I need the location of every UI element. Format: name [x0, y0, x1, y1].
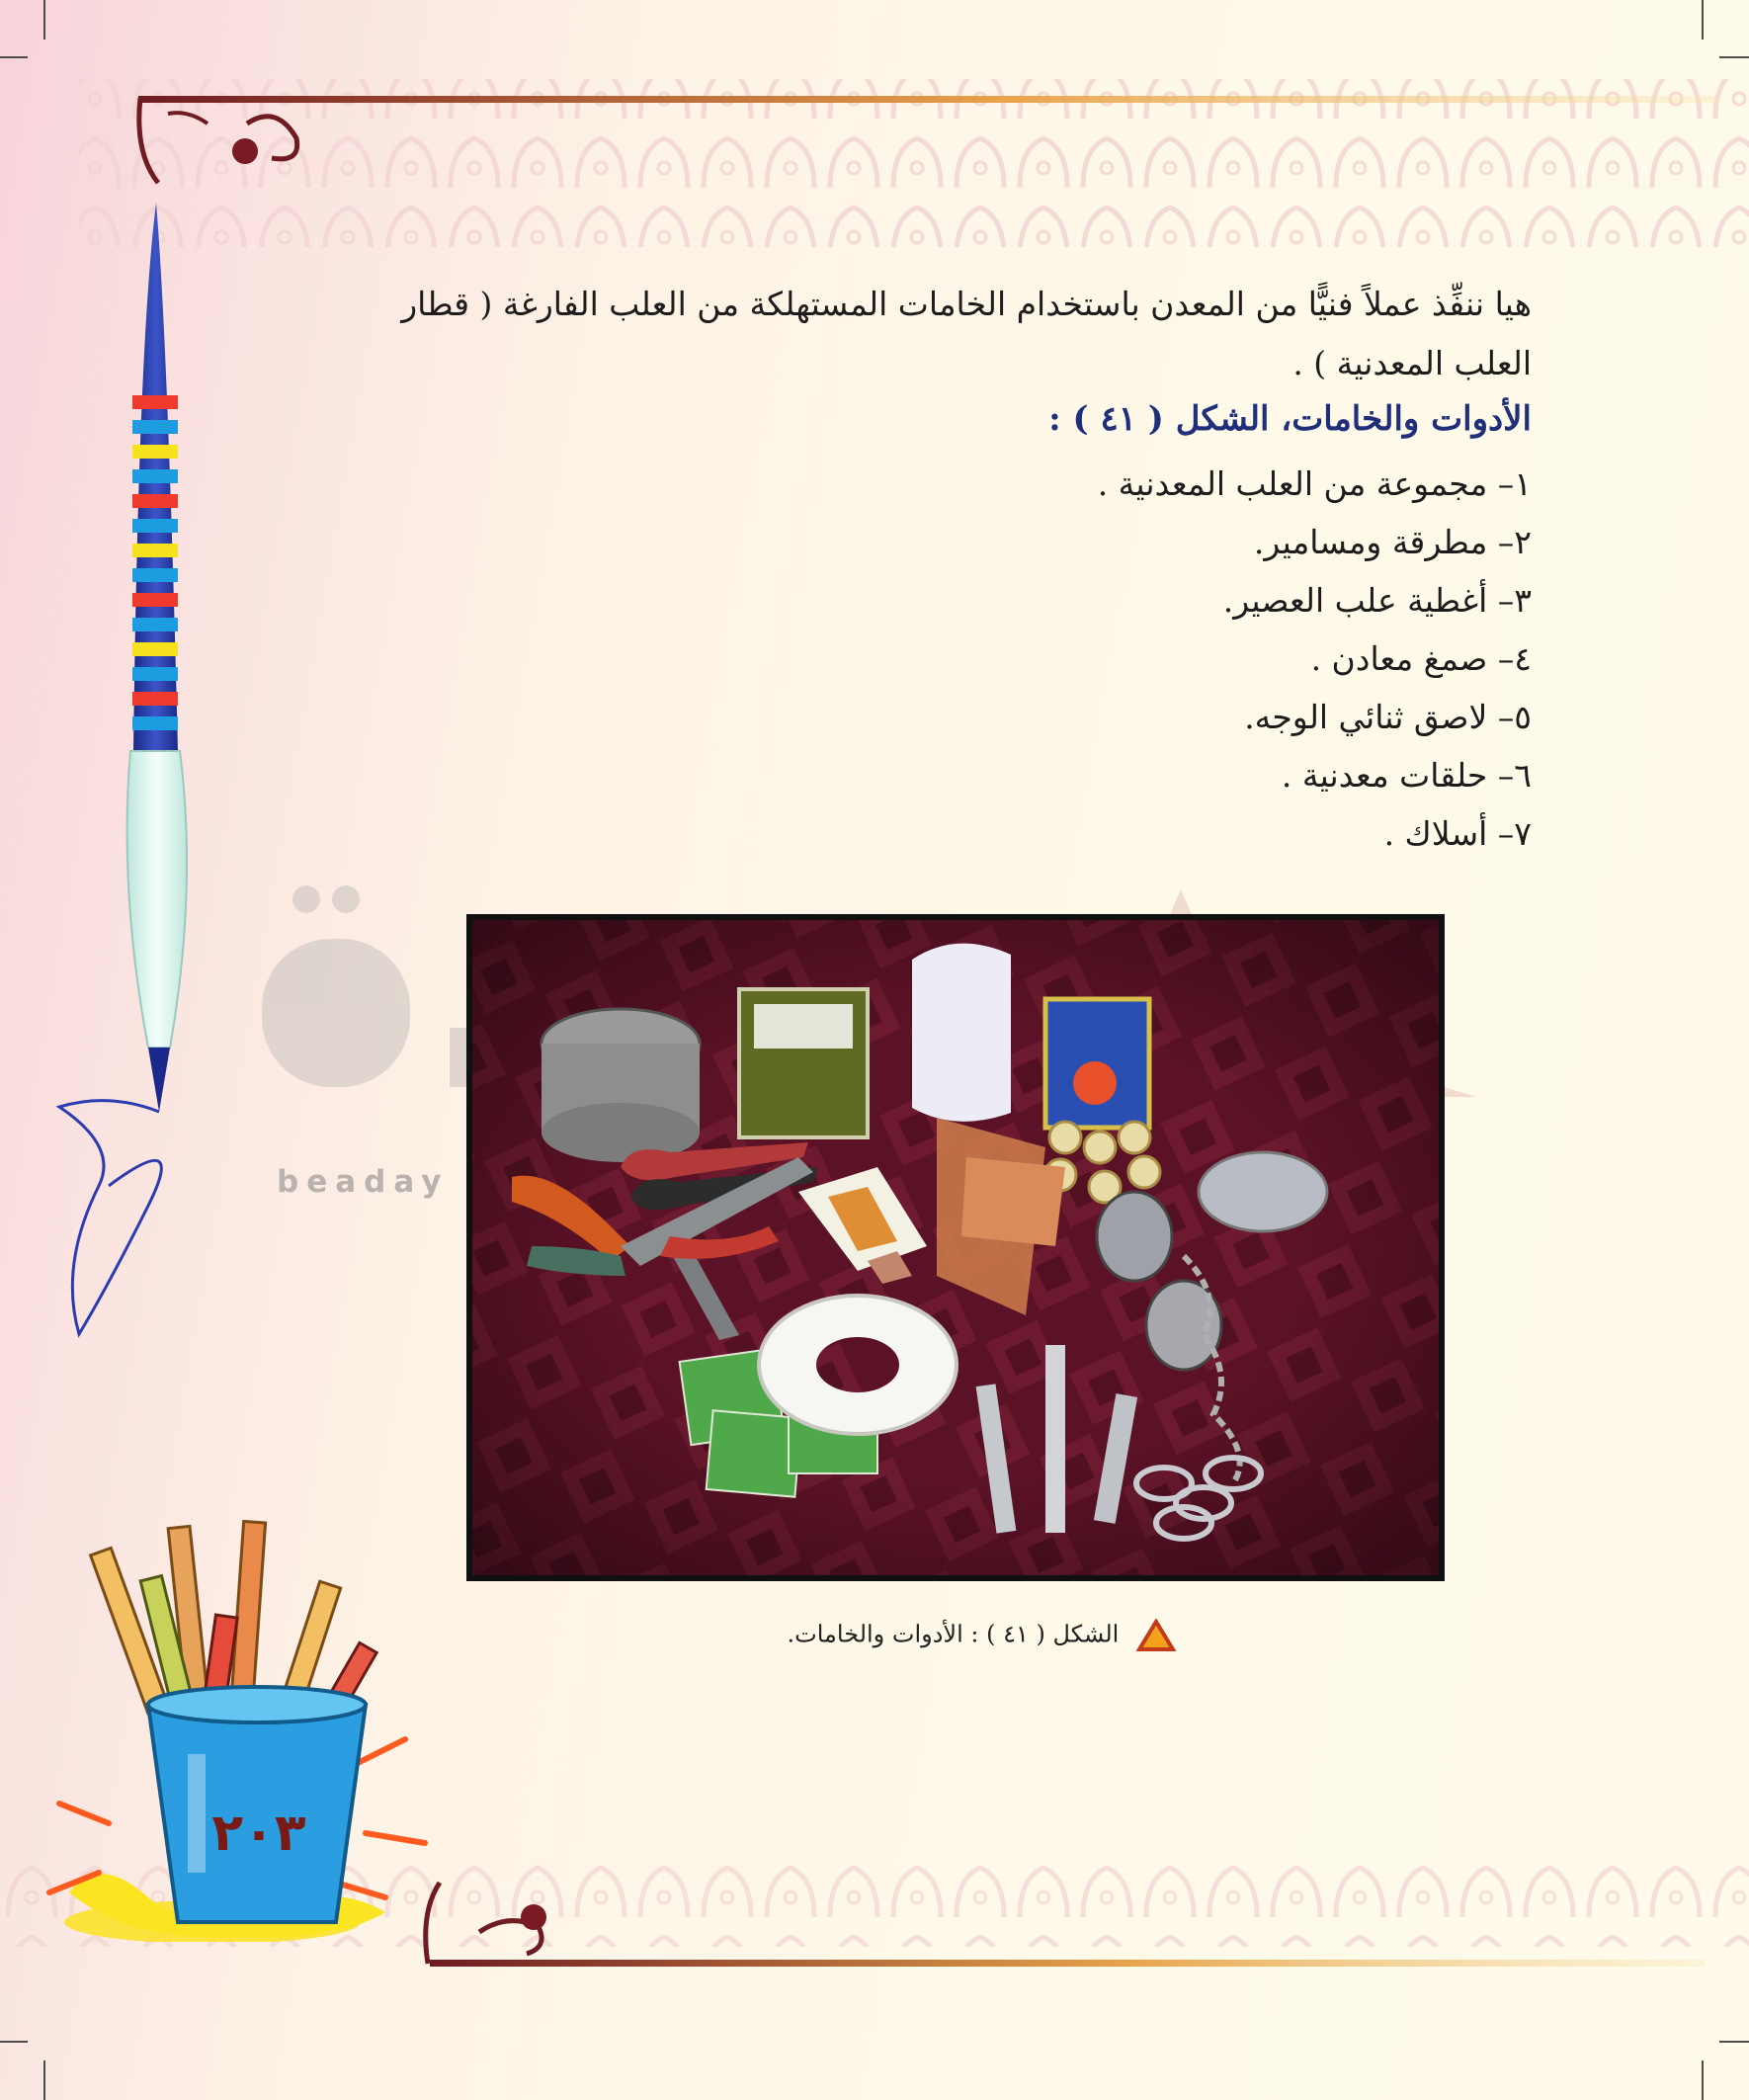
crop-mark — [0, 56, 28, 58]
crop-mark — [43, 2060, 45, 2100]
page-number: ٢٠٣ — [211, 1804, 306, 1863]
crop-mark — [43, 0, 45, 40]
warning-triangle-icon — [1136, 1619, 1176, 1652]
pencil-cup-illustration — [40, 1507, 455, 1942]
top-border-ornament — [128, 84, 1749, 193]
figure-photo — [466, 914, 1445, 1581]
list-item: ٧– أسلاك . — [1383, 814, 1532, 853]
watermark-text: beaday — [277, 1164, 450, 1200]
tools-list — [366, 455, 1532, 863]
tools-materials-photo — [472, 920, 1439, 1575]
list-item: ٦– حلقات معدنية . — [1281, 756, 1532, 795]
figure-caption — [593, 1619, 1176, 1652]
intro-paragraph: هيا ننفِّذ عملاً فنيًّا من المعدن باستخدام الخامات المستهلكة من العلب الفارغة ( قطار العلب المعدنية ) . — [401, 285, 1532, 382]
list-item: ٣– أغطية علب العصير. — [1222, 581, 1532, 620]
list-item: ١– مجموعة من العلب المعدنية . — [1097, 464, 1532, 503]
crop-mark — [1702, 0, 1704, 40]
pen-illustration — [40, 198, 217, 1374]
crop-mark — [1719, 56, 1749, 58]
bottom-border-ornament — [410, 1873, 1714, 1981]
list-item: ٢– مطرقة ومسامير. — [1253, 523, 1532, 561]
list-item: ٥– لاصق ثنائي الوجه. — [1244, 698, 1532, 736]
list-item: ٤– صمغ معادن . — [1310, 639, 1532, 678]
crop-mark — [1702, 2060, 1704, 2100]
crop-mark — [0, 2041, 28, 2043]
section-heading: الأدوات والخامات، الشكل ( ٤١ ) : — [1048, 399, 1532, 439]
crop-mark — [1719, 2041, 1749, 2043]
figure-caption-text: الشكل ( ٤١ ) : الأدوات والخامات. — [787, 1620, 1120, 1648]
